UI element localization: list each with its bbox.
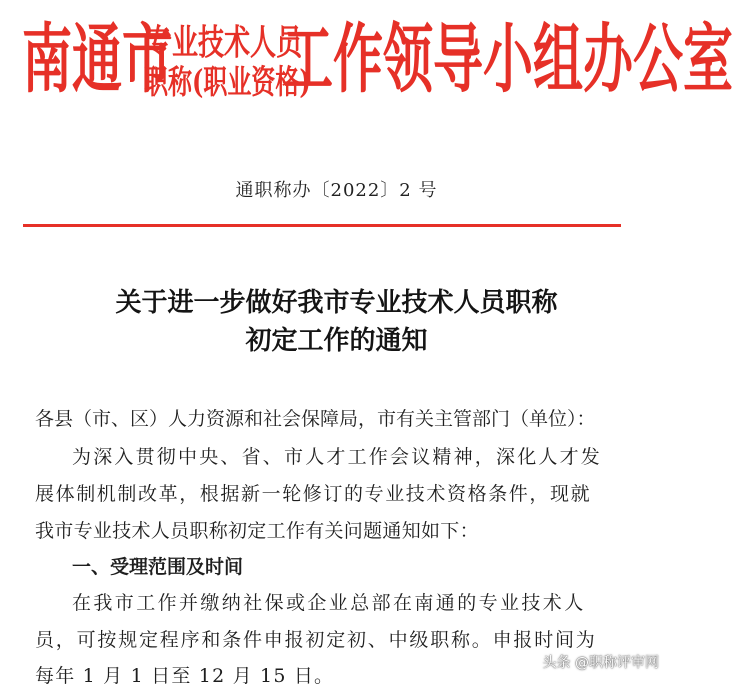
paragraph-2-line-2: 员，可按规定程序和条件申报初定初、中级职称。申报时间为	[35, 629, 597, 651]
document-letterhead	[0, 14, 733, 114]
paragraph-2-line-1: 在我市工作并缴纳社保或企业总部在南通的专业技术人	[72, 592, 586, 614]
watermark: 头条 @职称评审网	[542, 655, 659, 671]
paragraph-1-line-1: 为深入贯彻中央、省、市人才工作会议精神，深化人才发	[72, 446, 603, 468]
letterhead-line-2: 职称(职业资格)	[144, 61, 311, 102]
paragraph-1-line-2: 展体制机制改革，根据新一轮修订的专业技术资格条件，现就	[35, 483, 592, 505]
salutation: 各县（市、区）人力资源和社会保障局，市有关主管部门（单位）：	[35, 408, 596, 430]
letterhead-city: 南通市	[22, 14, 172, 103]
document-number: 通职称办〔2022〕2 号	[235, 180, 438, 201]
document-title-line-2: 初定工作的通知	[245, 326, 428, 356]
paragraph-2-line-3: 每年 1 月 1 日至 12 月 15 日。	[35, 665, 335, 687]
letterhead-office: 工作领导小组办公室	[283, 14, 733, 103]
letterhead-line-1: 专业技术人员	[146, 23, 303, 64]
red-divider-line	[23, 224, 621, 227]
document-title-line-1: 关于进一步做好我市专业技术人员职称	[115, 288, 558, 318]
paragraph-1-line-3: 我市专业技术人员职称初定工作有关问题通知如下：	[35, 520, 479, 542]
section-1-heading: 一、受理范围及时间	[72, 556, 244, 578]
